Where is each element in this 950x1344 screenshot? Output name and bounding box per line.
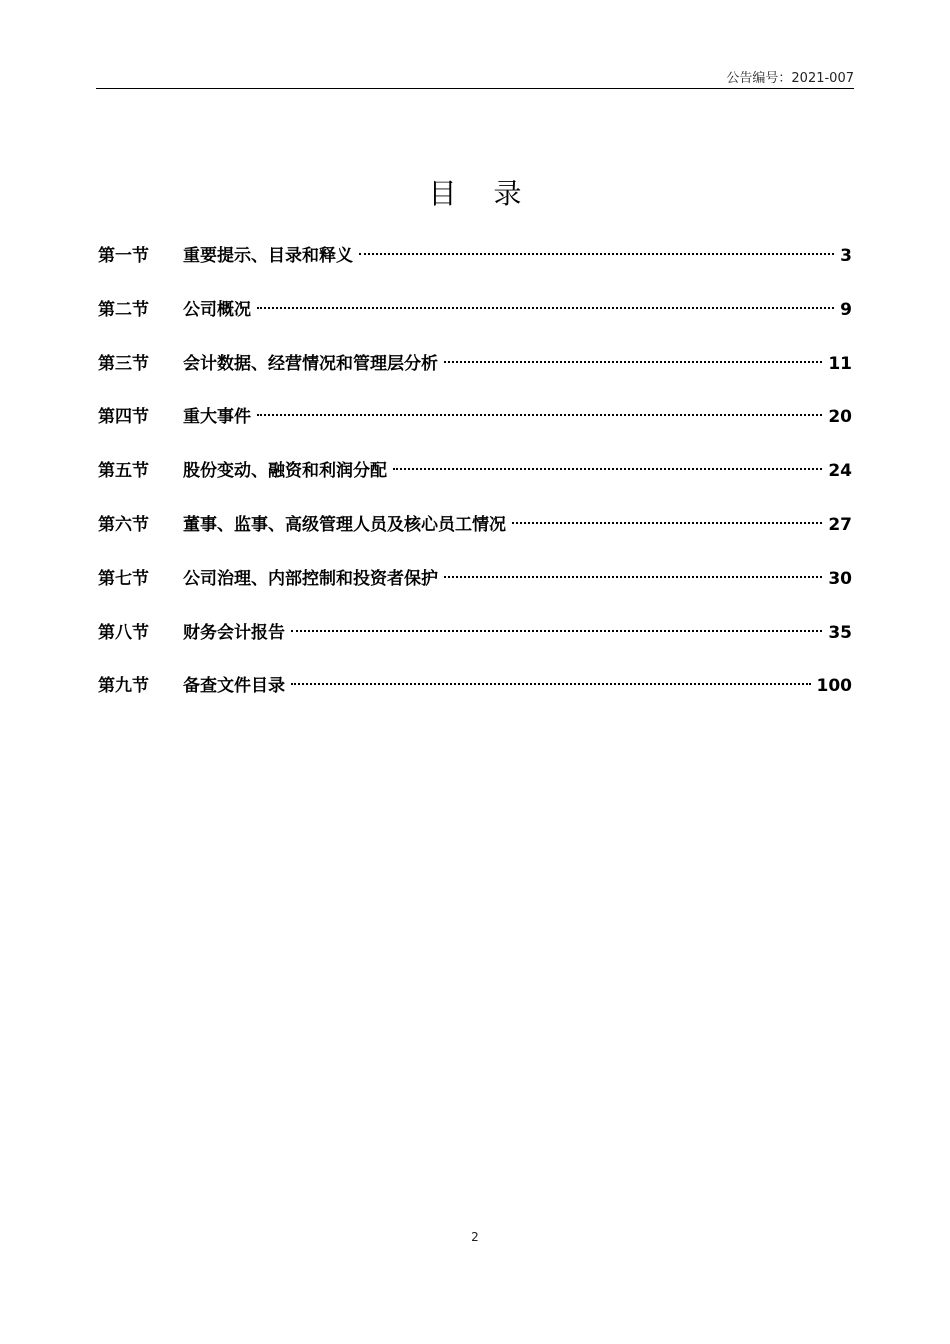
toc-section-number: 第七节 bbox=[98, 568, 149, 589]
toc-entry[interactable] bbox=[98, 451, 852, 505]
announcement-code: 公告编号：2021-007 bbox=[726, 71, 854, 86]
header-divider bbox=[96, 88, 854, 89]
dot-leader bbox=[512, 522, 822, 524]
dot-leader bbox=[291, 683, 811, 685]
toc-section-number: 第二节 bbox=[98, 299, 149, 320]
toc-section-number: 第五节 bbox=[98, 461, 149, 482]
toc-entry[interactable] bbox=[98, 236, 852, 290]
dot-leader bbox=[291, 630, 822, 632]
toc-entry[interactable] bbox=[98, 397, 852, 451]
toc-page-number: 9 bbox=[840, 299, 852, 320]
dot-leader bbox=[393, 468, 822, 470]
table-of-contents bbox=[98, 236, 852, 720]
dot-leader bbox=[444, 576, 822, 578]
toc-entry[interactable] bbox=[98, 290, 852, 344]
toc-heading: 会计数据、经营情况和管理层分析 bbox=[183, 353, 438, 374]
toc-entry[interactable] bbox=[98, 344, 852, 398]
toc-section-number: 第八节 bbox=[98, 622, 149, 643]
toc-page-number: 27 bbox=[828, 514, 852, 535]
dot-leader bbox=[444, 361, 822, 363]
toc-heading: 财务会计报告 bbox=[183, 622, 285, 643]
toc-section-number: 第一节 bbox=[98, 246, 149, 266]
toc-page-number: 20 bbox=[828, 407, 852, 428]
dot-leader bbox=[257, 414, 822, 416]
toc-section-number: 第九节 bbox=[98, 676, 149, 697]
toc-entry[interactable] bbox=[98, 666, 852, 720]
page-number: 2 bbox=[471, 1230, 479, 1244]
page-title: 目 录 bbox=[428, 177, 536, 210]
toc-section-number: 第四节 bbox=[98, 407, 149, 428]
toc-heading: 重大事件 bbox=[183, 407, 251, 428]
dot-leader bbox=[359, 253, 834, 255]
toc-page-number: 30 bbox=[828, 568, 852, 589]
toc-page-number: 24 bbox=[828, 461, 852, 482]
toc-heading: 股份变动、融资和利润分配 bbox=[183, 461, 387, 482]
toc-entry[interactable] bbox=[98, 505, 852, 559]
toc-section-number: 第三节 bbox=[98, 353, 149, 374]
toc-entry[interactable] bbox=[98, 559, 852, 613]
toc-heading: 备查文件目录 bbox=[183, 676, 285, 697]
toc-heading: 董事、监事、高级管理人员及核心员工情况 bbox=[183, 514, 506, 535]
toc-page-number: 100 bbox=[816, 676, 852, 697]
toc-page-number: 11 bbox=[828, 353, 852, 374]
dot-leader bbox=[257, 307, 834, 309]
toc-heading: 重要提示、目录和释义 bbox=[183, 246, 353, 266]
toc-heading: 公司概况 bbox=[183, 299, 251, 320]
toc-page-number: 35 bbox=[828, 622, 852, 643]
toc-section-number: 第六节 bbox=[98, 514, 149, 535]
toc-page-number: 3 bbox=[840, 246, 852, 266]
toc-heading: 公司治理、内部控制和投资者保护 bbox=[183, 568, 438, 589]
toc-entry[interactable] bbox=[98, 613, 852, 667]
